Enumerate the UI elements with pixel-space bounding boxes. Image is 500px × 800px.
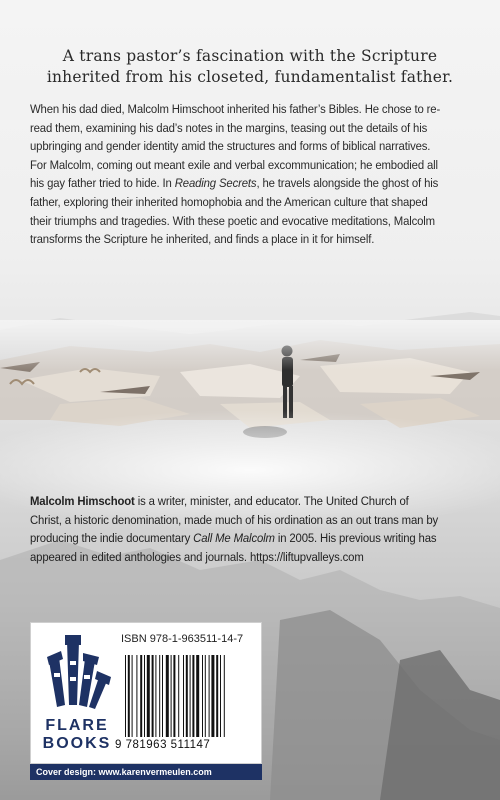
tagline: A trans pastor’s fascination with the Scripture inherited from his closeted, fundamentalist father. bbox=[46, 47, 454, 86]
barcode-digits: 9 781963 511147 bbox=[115, 739, 211, 751]
publisher-name-line2: BOOKS bbox=[42, 735, 112, 752]
barcode bbox=[123, 655, 257, 737]
description-text-part1: When his dad died, Malcolm Himschoot inherited his father’s Bibles. He chose to re-read them, examining his dad’s notes in the margins, teasing out the details of his upbringing and gender identity amid the structures and forms of biblical narratives. For Malcolm, coming out meant exile and verbal excommunication; he embodied all his gay father tried to hide. In bbox=[30, 102, 441, 191]
book-title: Reading Secrets bbox=[174, 176, 257, 191]
description-text-part2: , he travels alongside the ghost of his father, exploring their inherited homophobia and the American culture that shaped their triumphs and tragedies. With these poetic and evocative meditations, Malcolm transforms the Scripture he inherited, and finds a place in it for himself. bbox=[30, 176, 439, 247]
book-description bbox=[30, 100, 441, 249]
isbn-barcode-panel bbox=[30, 622, 262, 764]
bio-text-part2: in 2005. His previous writing has appeared in edited anthologies and journals. https://liftupvalleys.com bbox=[30, 531, 437, 564]
documentary-title: Call Me Malcolm bbox=[193, 531, 275, 546]
cover-design-credit: Cover design: www.karenvermeulen.com bbox=[30, 764, 262, 780]
author-name: Malcolm Himschoot bbox=[30, 494, 135, 508]
publisher-name-line1: FLARE bbox=[45, 717, 109, 734]
author-bio bbox=[30, 492, 441, 566]
bio-text-part1: is a writer, minister, and educator. The United Church of Christ, a historic denomination, made much of his ordination as an out trans man by producing the indie documentary bbox=[30, 494, 439, 546]
isbn-label: ISBN 978-1-963511-14-7 bbox=[121, 633, 244, 645]
